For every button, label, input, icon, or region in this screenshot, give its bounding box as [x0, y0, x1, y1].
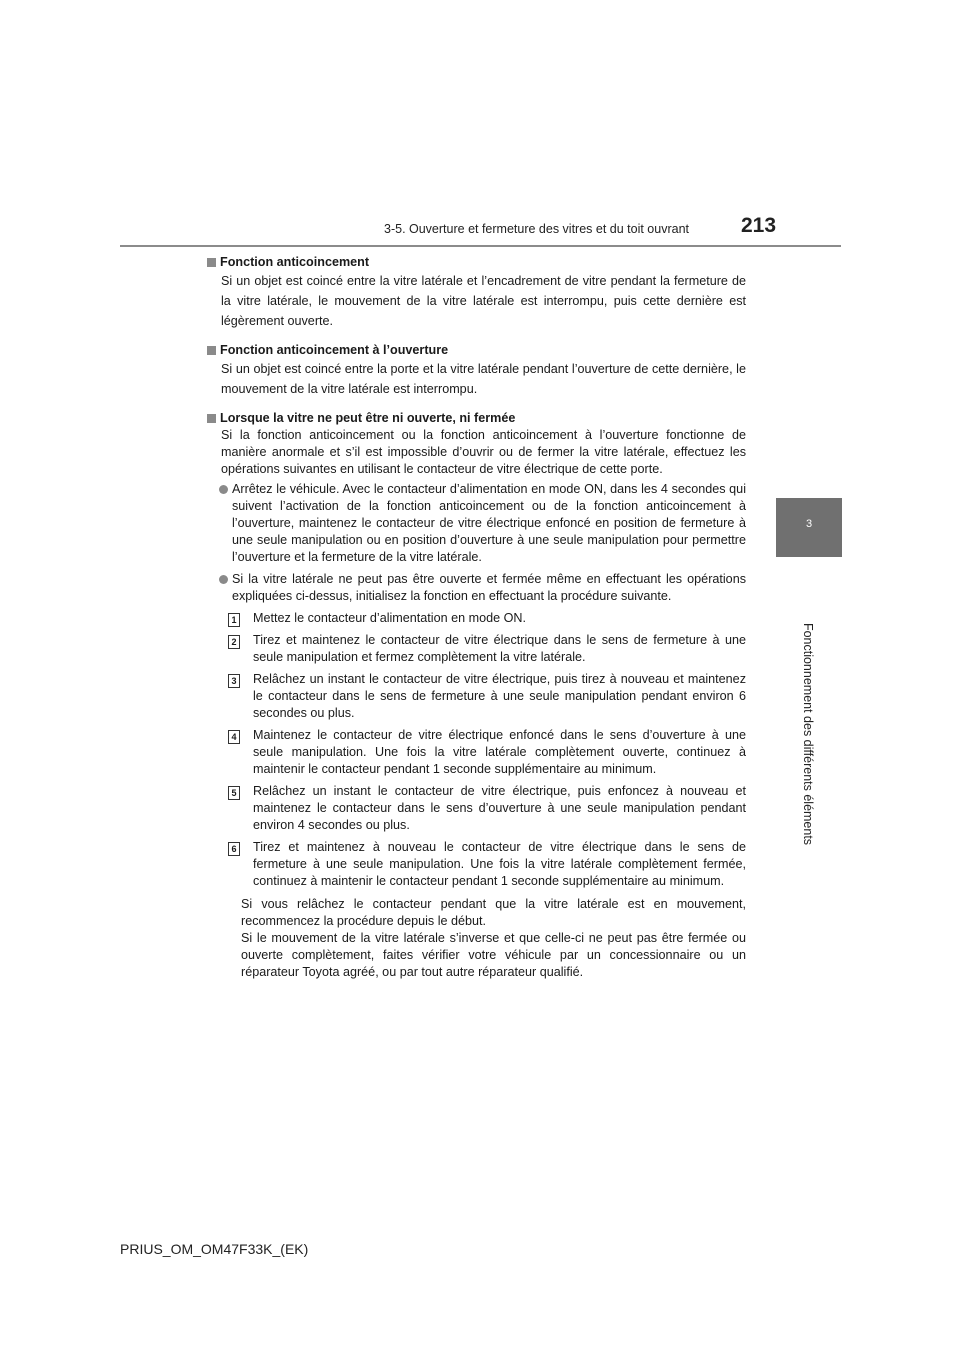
section-heading-text: Fonction anticoincement à l’ouverture — [220, 343, 449, 357]
closing-paragraph: Si le mouvement de la vitre latérale s’inverse et que celle-ci ne peut pas être fermée ou ouverte complètement, faites vérifier votre véhicule par un concessionnaire ou un réparateur Toyota agréé, ou par tout autre réparateur qualifié. — [241, 931, 746, 979]
closing-notes — [241, 896, 746, 981]
step-item — [228, 783, 746, 834]
list-item — [219, 571, 746, 605]
step-item — [228, 671, 746, 722]
closing-paragraph: Si vous relâchez le contacteur pendant que la vitre latérale est en mouvement, recommencez la procédure depuis le début. — [241, 897, 746, 928]
section-vitre-bloquee — [210, 410, 746, 981]
section-body: Si la fonction anticoincement ou la fonction anticoincement à l’ouverture fonctionne de manière anormale et s’il est impossible d’ouvrir ou de fermer la vitre latérale, effectuez les opérations suivantes en utilisant le contacteur de vitre électrique de cette porte. — [221, 428, 746, 476]
section-heading-text: Lorsque la vitre ne peut être ni ouverte, ni fermée — [220, 411, 516, 425]
document-code: PRIUS_OM_OM47F33K_(EK) — [120, 1241, 309, 1257]
square-bullet-icon — [207, 414, 216, 423]
step-text: Tirez et maintenez à nouveau le contacteur de vitre électrique dans le sens de fermeture à une seule manipulation. Une fois la vitre latérale complètement fermée, continuez à maintenir le contacteur pendant 1 seconde supplémentaire au minimum. — [253, 840, 746, 888]
step-text: Mettez le contacteur d’alimentation en mode ON. — [253, 611, 527, 625]
chapter-tab — [776, 498, 842, 557]
step-number-badge: 6 — [228, 842, 240, 856]
section-heading-text: Fonction anticoincement — [220, 255, 370, 269]
section-anticoincement — [210, 254, 746, 331]
round-bullet-icon — [219, 575, 228, 584]
list-item — [219, 481, 746, 566]
section-title: 3-5. Ouverture et fermeture des vitres et du toit ouvrant — [384, 222, 690, 236]
section-body: Si un objet est coincé entre la porte et la vitre latérale pendant l’ouverture de cette dernière, le mouvement de la vitre latérale est interrompu. — [221, 362, 746, 396]
chapter-number: 3 — [805, 518, 813, 530]
bullet-text: Si la vitre latérale ne peut pas être ouverte et fermée même en effectuant les opérations expliquées ci-dessus, initialisez la fonction en effectuant la procédure suivante. — [232, 572, 746, 603]
chapter-title: Fonctionnement des différents éléments — [801, 622, 815, 846]
step-number-badge: 1 — [228, 613, 240, 627]
step-number-badge: 5 — [228, 786, 240, 800]
step-number-badge: 2 — [228, 635, 240, 649]
section-heading — [207, 342, 746, 359]
page-number: 213 — [741, 214, 777, 237]
step-text: Maintenez le contacteur de vitre électrique enfoncé dans le sens d’ouverture à une seule manipulation. Une fois la vitre latérale complètement ouverte, continuez à maintenir le contacteur pendant 1 seconde supplémentaire au minimum. — [253, 728, 746, 776]
round-bullet-icon — [219, 485, 228, 494]
header-divider — [120, 245, 841, 247]
section-body: Si un objet est coincé entre la vitre latérale et l’encadrement de vitre pendant la fermeture de la vitre latérale, le mouvement de la vitre latérale est interrompu, puis cette dernière est légèrement ouverte. — [221, 274, 746, 328]
square-bullet-icon — [207, 258, 216, 267]
page-content — [210, 254, 746, 992]
section-anticoincement-ouverture — [210, 342, 746, 399]
square-bullet-icon — [207, 346, 216, 355]
step-text: Tirez et maintenez le contacteur de vitre électrique dans le sens de fermeture à une seule manipulation et fermez complètement la vitre latérale. — [253, 633, 746, 664]
step-item — [228, 632, 746, 666]
section-heading — [207, 410, 746, 427]
section-heading — [207, 254, 746, 271]
step-number-badge: 3 — [228, 674, 240, 688]
step-number-badge: 4 — [228, 730, 240, 744]
step-text: Relâchez un instant le contacteur de vitre électrique, puis enfoncez à nouveau et maintenez le contacteur dans le sens d’ouverture à une seule manipulation pendant environ 4 secondes ou plus. — [253, 784, 746, 832]
step-item — [228, 839, 746, 890]
bullet-text: Arrêtez le véhicule. Avec le contacteur d’alimentation en mode ON, dans les 4 secondes qui suivent l’activation de la fonction anticoincement ou de la fonction anticoincement à l’ouverture, maintenez le contacteur de vitre électrique enfoncé en position de fermeture à une seule manipulation ou en position d’ouverture à une seule manipulation pour permettre l’ouverture et la fermeture de la vitre latérale. — [232, 482, 746, 564]
step-item — [228, 610, 746, 627]
step-item — [228, 727, 746, 778]
step-text: Relâchez un instant le contacteur de vitre électrique, puis tirez à nouveau et maintenez le contacteur dans le sens de fermeture à une seule manipulation pendant environ 6 secondes ou plus. — [253, 672, 746, 720]
